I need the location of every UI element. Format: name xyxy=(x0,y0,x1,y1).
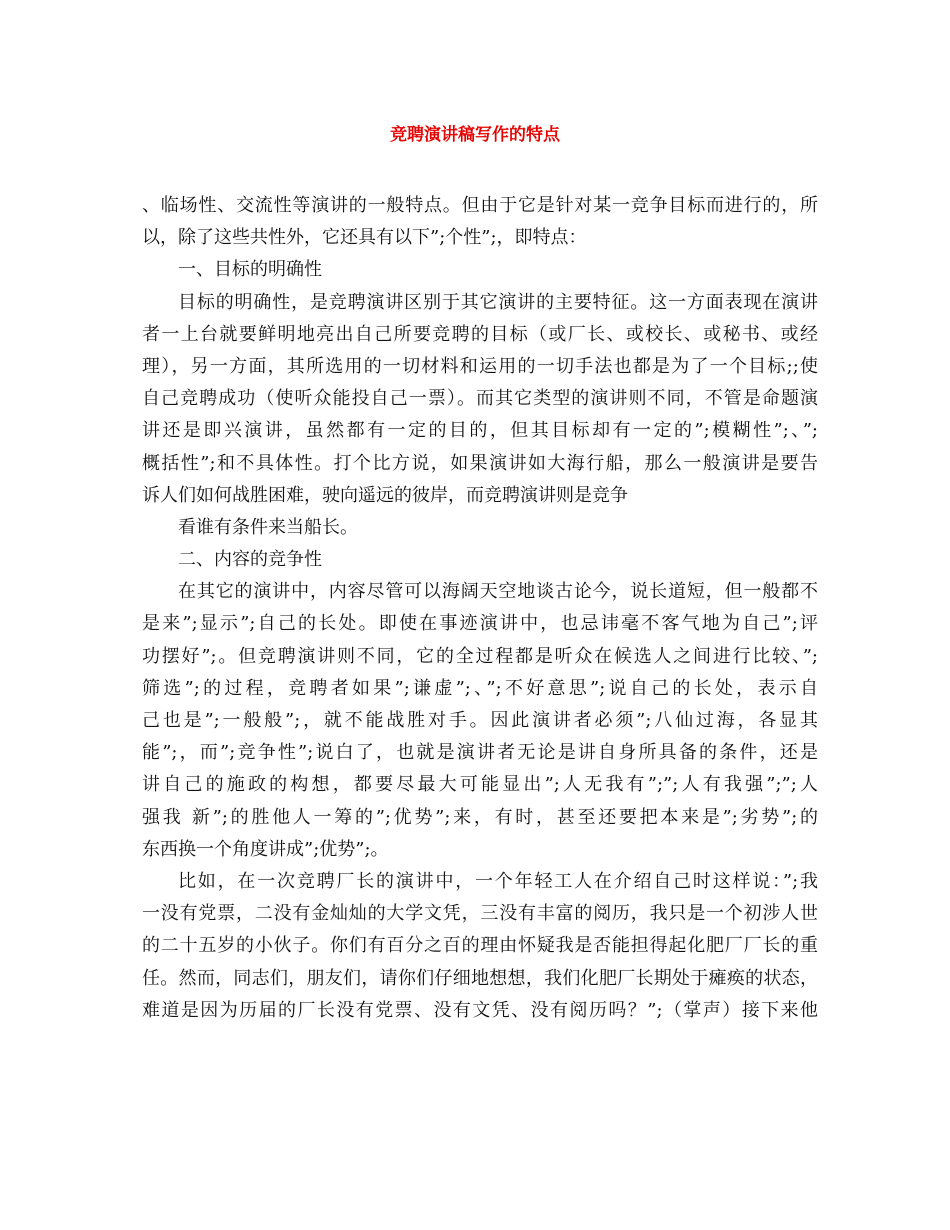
text-line: 东西换一个角度讲成”;优势”;。 xyxy=(142,838,389,860)
text-line: 能”;，而”;竞争性”;说白了，也就是演讲者无论是讲自身所具备的条件，还是 xyxy=(142,742,818,764)
text-line: 自己竞聘成功（使听众能投自己一票）。而其它类型的演讲则不同，不管是命题演 xyxy=(142,388,818,410)
text-line: 讲还是即兴演讲，虽然都有一定的目的，但其目标却有一定的”;模糊性”;、”; xyxy=(142,420,818,442)
text-line: 难道是因为历届的厂长没有党票、没有文凭、没有阅历吗？”;（掌声）接下来他 xyxy=(142,999,818,1021)
text-line: 诉人们如何战胜困难，驶向遥远的彼岸，而竞聘演讲则是竞争 xyxy=(142,484,628,506)
text-line: 一没有党票，二没有金灿灿的大学文凭，三没有丰富的阅历，我只是一个初涉人世 xyxy=(142,903,818,925)
text-line: 的二十五岁的小伙子。你们有百分之百的理由怀疑我是否能担得起化肥厂厂长的重 xyxy=(142,935,818,957)
text-line: 概括性”;和不具体性。打个比方说，如果演讲如大海行船，那么一般演讲是要告 xyxy=(142,452,818,474)
section-heading: 一、目标的明确性 xyxy=(178,259,322,281)
document-body xyxy=(142,190,818,1027)
text-line: 功摆好”;。但竞聘演讲则不同，它的全过程都是听众在候选人之间进行比较、”; xyxy=(142,645,818,667)
text-line: 比如，在一次竞聘厂长的演讲中，一个年轻工人在介绍自己时这样说：”;我 xyxy=(178,870,818,892)
text-line: 者一上台就要鲜明地亮出自己所要竞聘的目标（或厂长、或校长、或秘书、或经 xyxy=(142,323,818,345)
text-line: 是来”;显示”;自己的长处。即使在事迹演讲中，也忌讳毫不客气地为自己”;评 xyxy=(142,613,818,635)
section-heading: 二、内容的竞争性 xyxy=(178,549,322,571)
text-line: 任。然而，同志们，朋友们，请你们仔细地想想，我们化肥厂长期处于瘫痪的状态， xyxy=(142,967,818,989)
text-line: 己也是”;一般般”;，就不能战胜对手。因此演讲者必须”;八仙过海，各显其 xyxy=(142,710,818,731)
text-line: 目标的明确性，是竞聘演讲区别于其它演讲的主要特征。这一方面表现在演讲 xyxy=(178,291,818,313)
document-title: 竞聘演讲稿写作的特点 xyxy=(390,125,560,145)
text-line: 看谁有条件来当船长。 xyxy=(178,516,358,538)
text-line: 筛选”;的过程，竞聘者如果”;谦虚”;、”;不好意思”;说自己的长处，表示自 xyxy=(142,677,818,699)
text-line: 以，除了这些共性外，它还具有以下”;个性”;，即特点： xyxy=(142,227,587,249)
text-line: 、临场性、交流性等演讲的一般特点。但由于它是针对某一竞争目标而进行的，所 xyxy=(142,195,818,216)
text-line: 理），另一方面，其所选用的一切材料和运用的一切手法也都是为了一个目标;;使 xyxy=(142,355,818,377)
text-line: 讲自己的施政的构想，都要尽最大可能显出”;人无我有”;”;人有我强”;”;人 xyxy=(142,774,818,796)
text-line: 强我 新”;的胜他人一筹的”;优势”;来，有时，甚至还要把本来是”;劣势”;的 xyxy=(142,806,818,828)
text-line: 在其它的演讲中，内容尽管可以海阔天空地谈古论今，说长道短，但一般都不 xyxy=(178,581,818,603)
